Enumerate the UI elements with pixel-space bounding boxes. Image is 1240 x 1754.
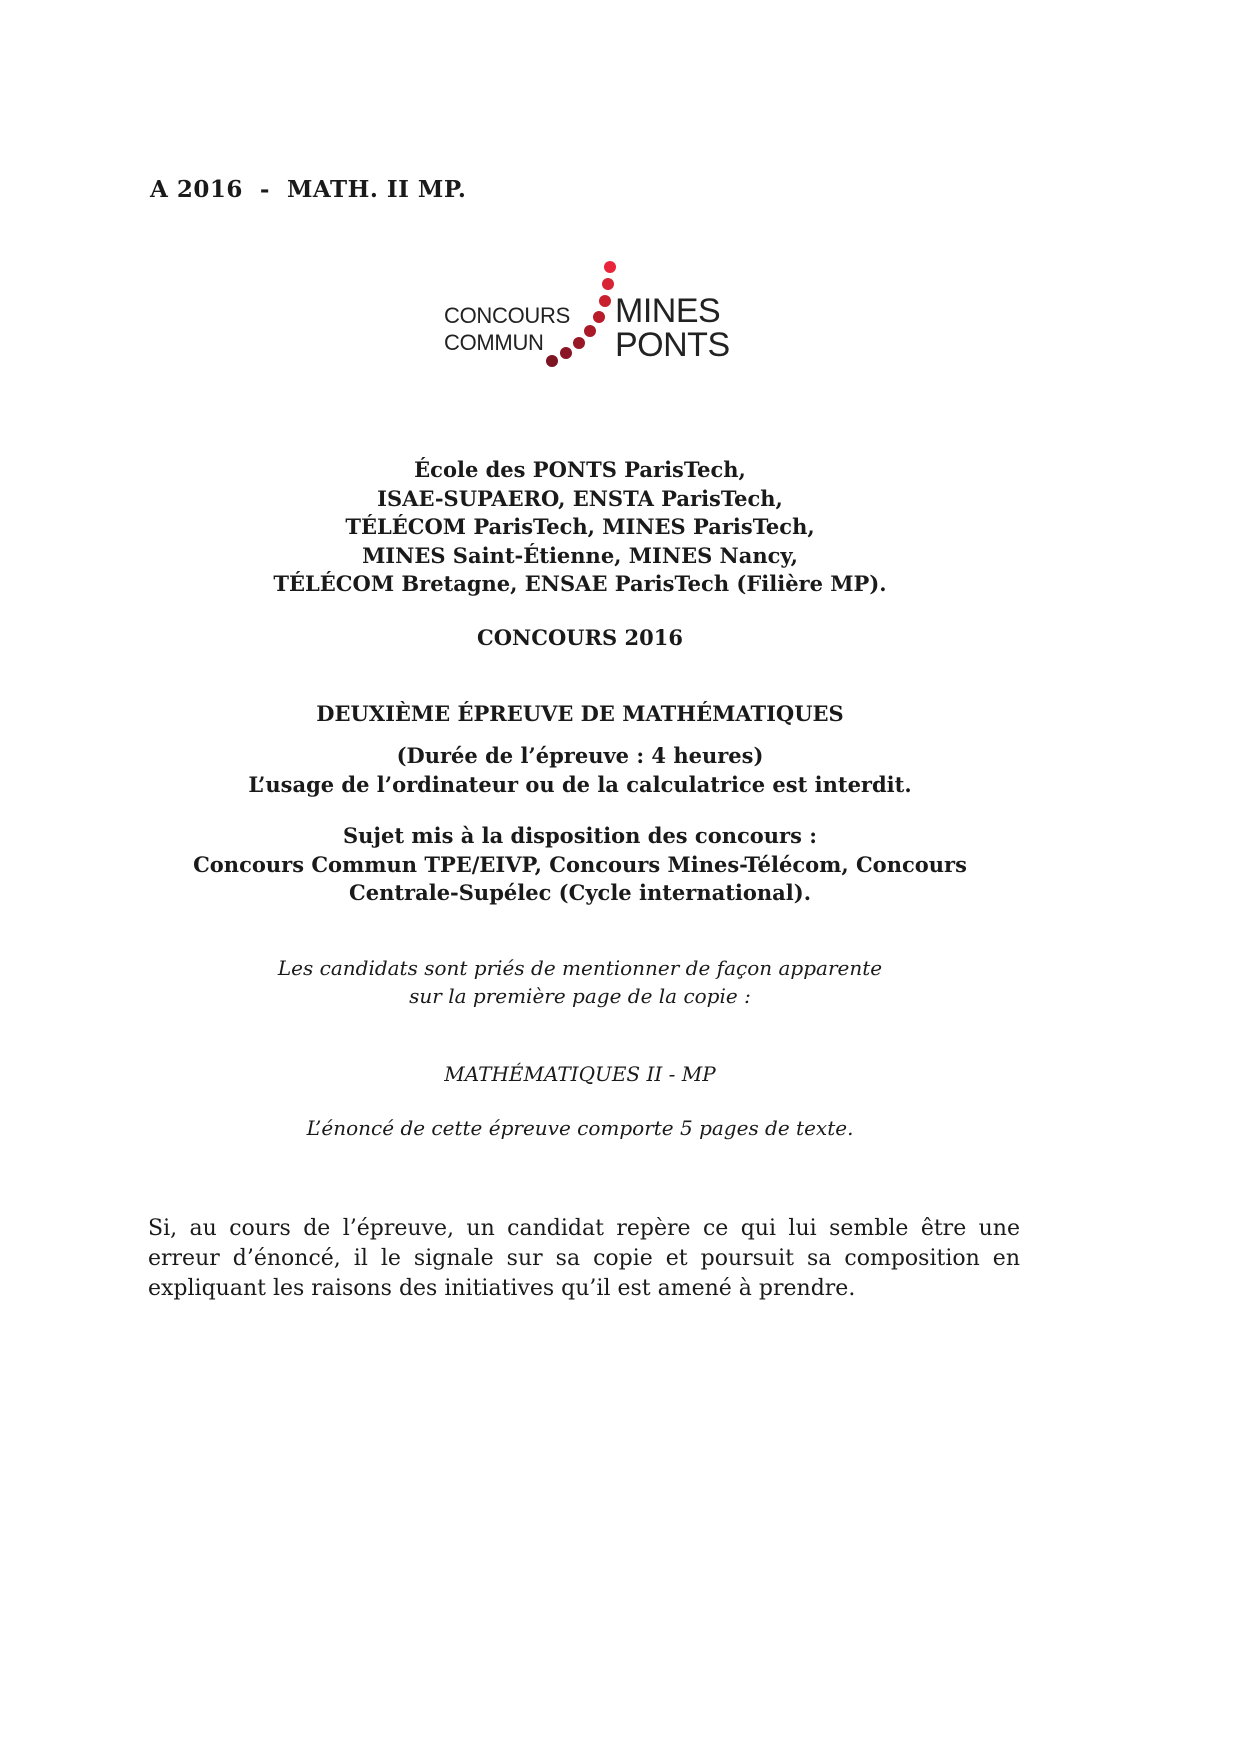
candidats-instructions: [0, 954, 1160, 1010]
duration-block: [0, 742, 1160, 799]
concours-title: CONCOURS 2016: [477, 625, 683, 650]
logo-dot: [604, 261, 616, 273]
logo-ponts-text: PONTS: [615, 326, 730, 364]
schools-list: [0, 456, 1160, 599]
sujet-line: Sujet mis à la disposition des concours :: [342, 823, 818, 848]
subject-label: MATHÉMATIQUES II - MP: [444, 1062, 716, 1086]
school-line: TÉLÉCOM ParisTech, MINES ParisTech,: [345, 514, 815, 539]
candidats-line: Les candidats sont priés de mentionner de façon apparente: [277, 956, 883, 980]
logo-commun-text: COMMUN: [444, 330, 544, 355]
duration-text: (Durée de l’épreuve : 4 heures): [396, 743, 764, 768]
school-line: École des PONTS ParisTech,: [414, 457, 746, 482]
logo-dot: [573, 337, 585, 349]
erreur-paragraph: Si, au cours de l’épreuve, un candidat repère ce qui lui semble être une erreur d’énoncé, il le signale sur sa copie et poursuit sa composition en expliquant les raisons des initiatives qu’il est amené à prendre.: [148, 1216, 1020, 1301]
logo-left-text: [444, 302, 570, 356]
pages-note: L’énoncé de cette épreuve comporte 5 pages de texte.: [306, 1116, 854, 1140]
candidats-line: sur la première page de la copie :: [409, 984, 751, 1008]
exam-code-header: A 2016 - MATH. II MP.: [150, 176, 467, 203]
logo-mines-text: MINES: [615, 292, 721, 330]
sujet-line: Centrale-Supélec (Cycle international).: [349, 880, 811, 905]
logo-concours-text: CONCOURS: [444, 303, 570, 328]
concours-commun-mines-ponts-logo: [440, 258, 740, 398]
logo-dot: [599, 295, 611, 307]
logo-dot: [546, 355, 558, 367]
school-line: ISAE-SUPAERO, ENSTA ParisTech,: [377, 485, 783, 511]
logo-right-text: [615, 294, 730, 362]
sujet-block: [0, 822, 1160, 908]
school-line: TÉLÉCOM Bretagne, ENSAE ParisTech (Filière MP).: [273, 571, 887, 596]
logo-dot: [593, 311, 605, 323]
sujet-line: Concours Commun TPE/EIVP, Concours Mines-Télécom, Concours: [193, 851, 967, 877]
logo-dot: [602, 278, 614, 290]
calculator-rule: L’usage de l’ordinateur ou de la calculatrice est interdit.: [248, 771, 912, 797]
school-line: MINES Saint-Étienne, MINES Nancy,: [362, 542, 798, 568]
epreuve-title: DEUXIÈME ÉPREUVE DE MATHÉMATIQUES: [316, 701, 844, 726]
logo-dot: [584, 325, 596, 337]
